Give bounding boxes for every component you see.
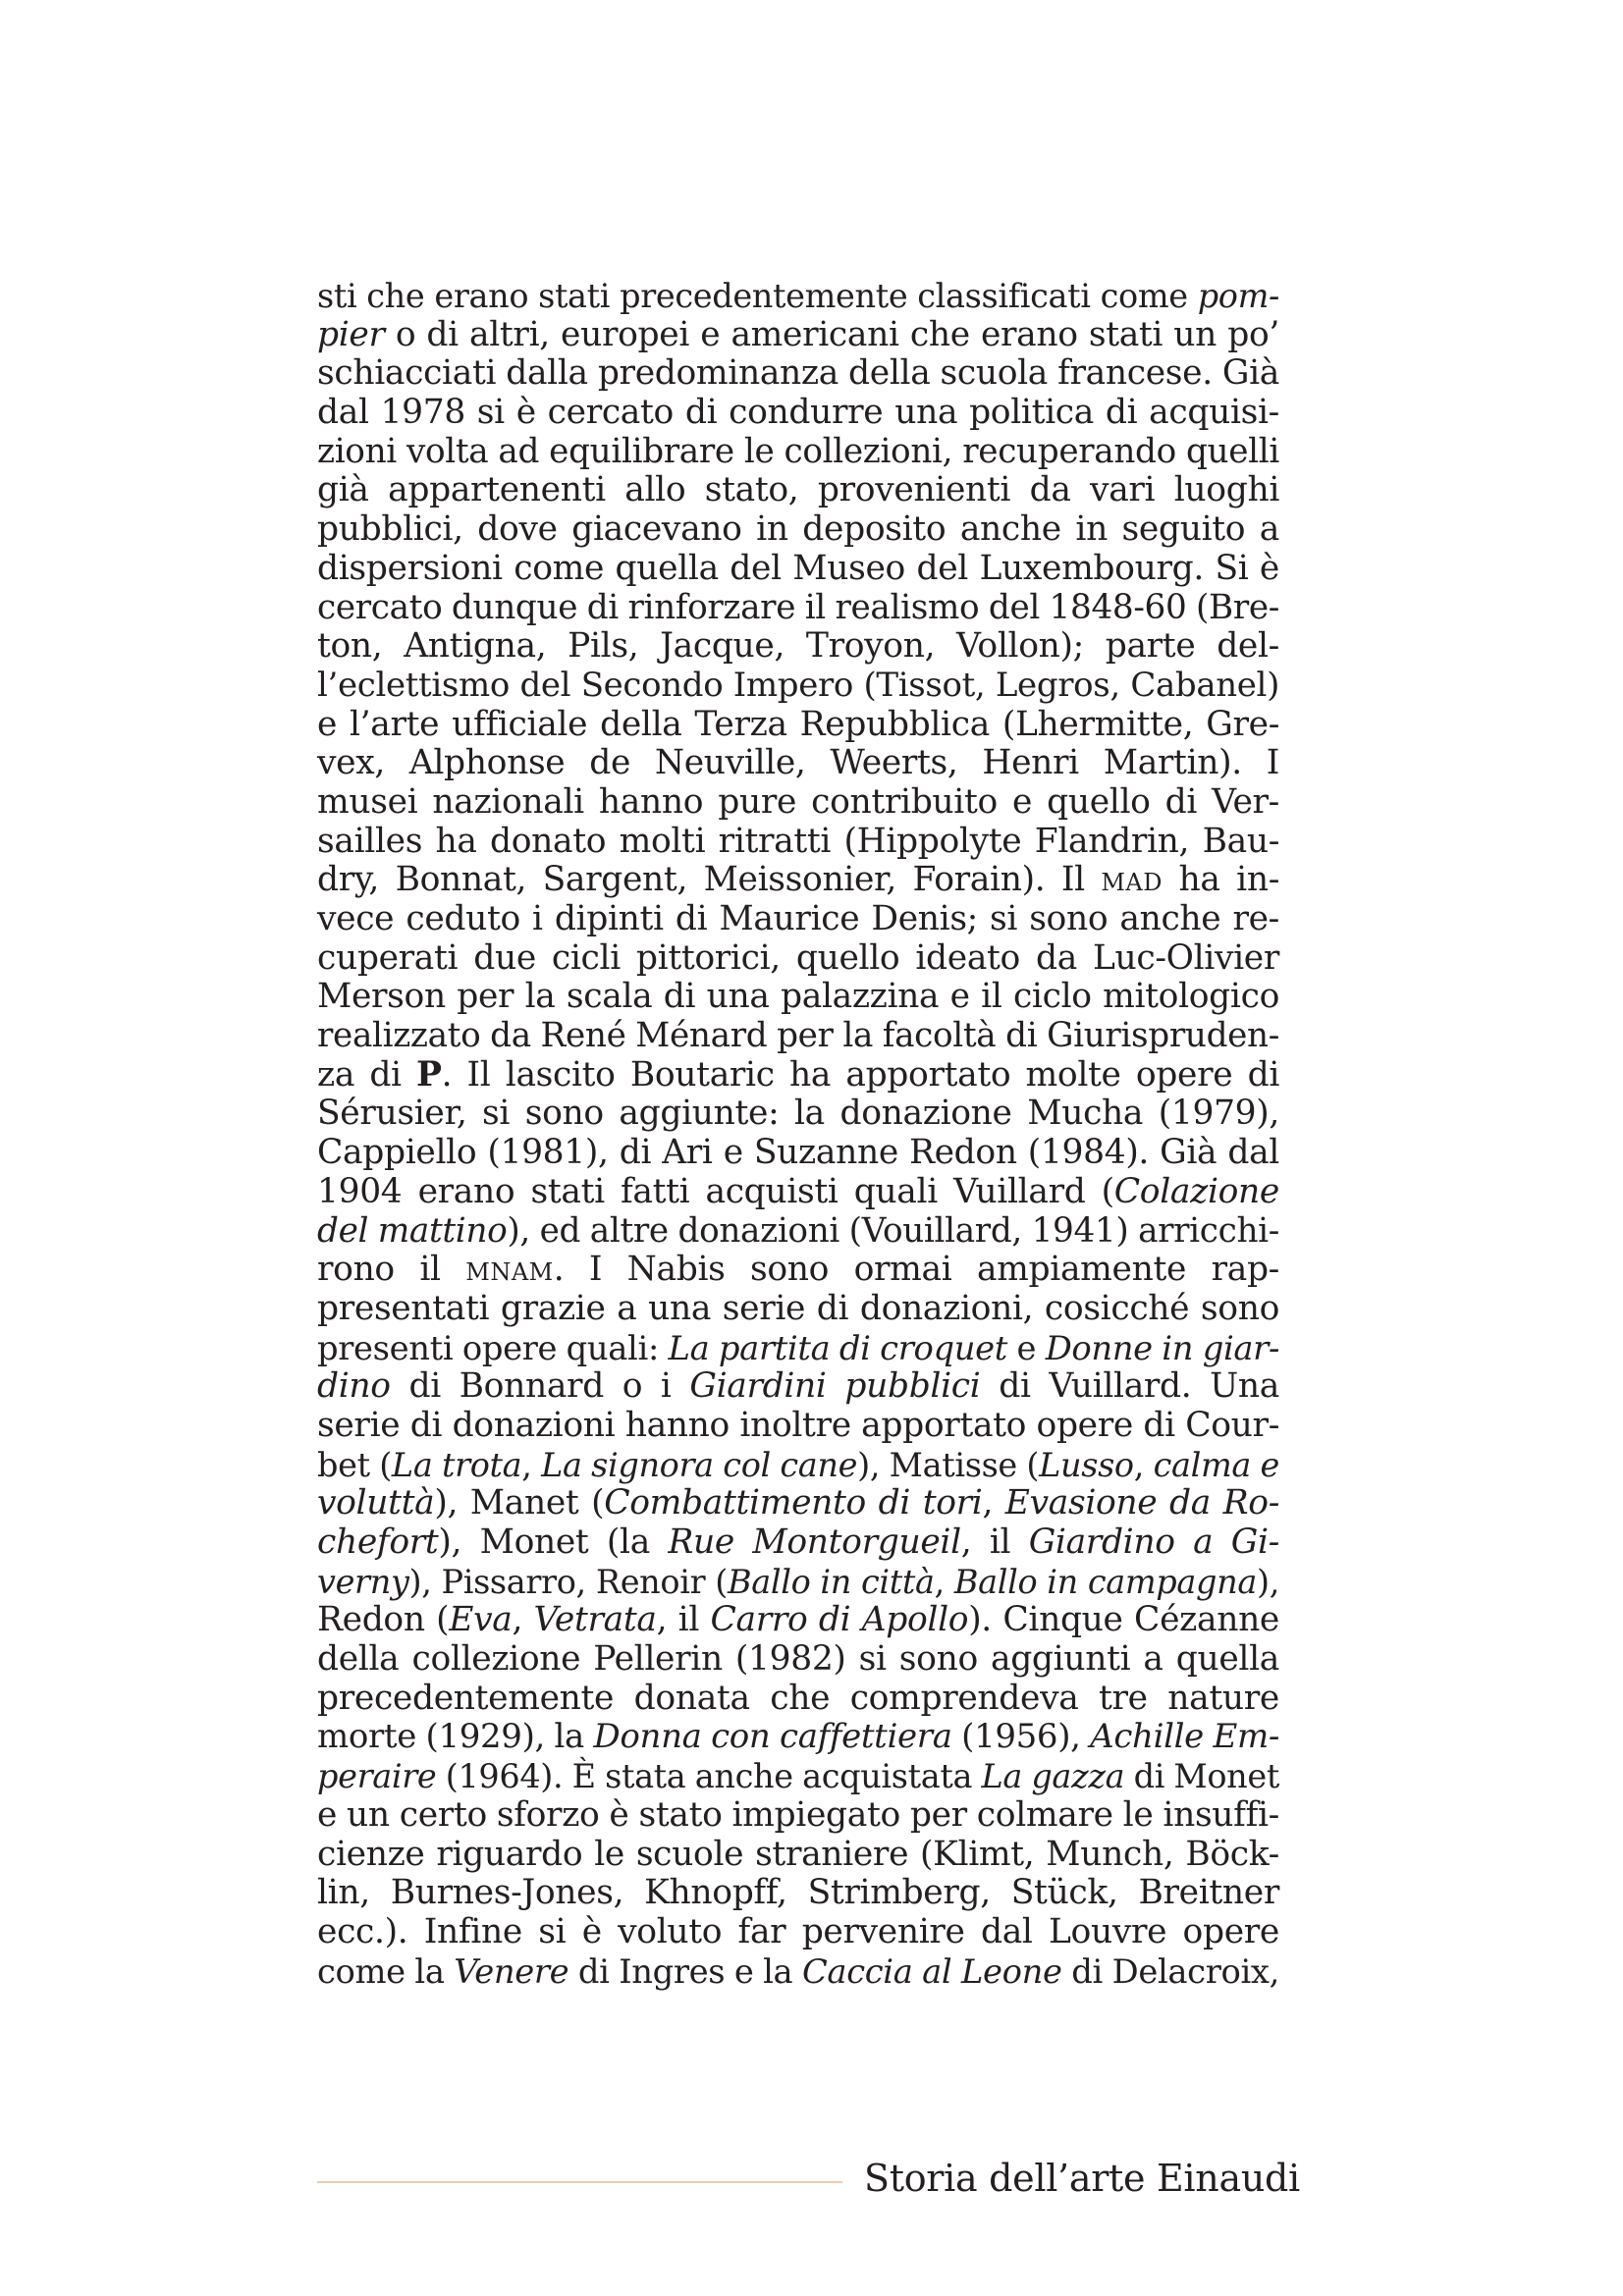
acronym: mad xyxy=(1101,860,1163,900)
text-segment: precedentemente donata che comprendeva tre nature xyxy=(317,1678,1279,1718)
text-segment: cienze riguardo le scuole straniere (Klimt, Munch, Böck- xyxy=(317,1834,1279,1874)
text-segment: musei nazionali hanno pure contribuito e quello di Ver- xyxy=(317,781,1279,822)
text-segment: di Monet xyxy=(1124,1757,1279,1796)
text-segment: ), Manet ( xyxy=(434,1483,605,1523)
text-line xyxy=(317,1173,1279,1212)
text-line xyxy=(317,354,1279,394)
italic-title: Achille Em- xyxy=(1090,1717,1279,1757)
text-segment: za di xyxy=(317,1054,417,1095)
text-line xyxy=(317,627,1279,667)
text-line xyxy=(317,471,1279,510)
italic-title: Venere xyxy=(454,1951,569,1991)
italic-title: del mattino xyxy=(317,1210,508,1251)
text-segment: lin, Burnes-Jones, Khnopff, Strimberg, Stück, Breitner xyxy=(317,1873,1279,1913)
text-line xyxy=(317,1523,1279,1563)
italic-title: Giardini pubblici xyxy=(689,1366,981,1407)
body-text xyxy=(317,277,1279,1991)
text-line xyxy=(317,1796,1279,1836)
text-segment: come la xyxy=(317,1951,455,1991)
text-line xyxy=(317,1836,1279,1875)
text-segment: già appartenenti allo stato, provenienti da vari luoghi xyxy=(317,470,1279,510)
text-segment: rono il xyxy=(317,1250,466,1290)
text-segment: , il xyxy=(656,1600,711,1640)
italic-title: verny xyxy=(317,1562,409,1601)
text-segment: ton, Antigna, Pils, Jacque, Troyon, Vollon); parte del- xyxy=(317,626,1279,667)
italic-title: Giardino a Gi- xyxy=(1028,1522,1279,1562)
text-line xyxy=(317,823,1279,862)
text-segment: l’eclettismo del Secondo Impero (Tissot, Legros, Cabanel) xyxy=(317,665,1279,705)
text-line xyxy=(317,900,1279,939)
italic-title: pom- xyxy=(1197,277,1279,315)
text-line xyxy=(317,1367,1279,1407)
text-line xyxy=(317,861,1279,900)
text-segment: e un certo sforzo è stato impiegato per colmare le insuffi- xyxy=(317,1794,1279,1835)
text-segment: ecc.). Infine si è voluto far pervenire dal Louvre opere xyxy=(317,1911,1279,1951)
italic-title: dino xyxy=(317,1366,391,1407)
text-line xyxy=(317,1251,1279,1290)
text-segment: ), ed altre donazioni (Vouillard, 1941) arricchi- xyxy=(507,1210,1279,1251)
text-segment: dispersioni come quella del Museo del Luxembourg. Si è xyxy=(317,548,1279,588)
text-line xyxy=(317,978,1279,1017)
text-line xyxy=(317,1446,1279,1485)
italic-title: pier xyxy=(317,314,385,354)
text-line xyxy=(317,550,1279,589)
italic-title: Eva xyxy=(449,1600,513,1640)
text-line xyxy=(317,1134,1279,1173)
text-segment: 1904 erano stati fatti acquisti quali Vuillard ( xyxy=(317,1171,1114,1211)
text-line xyxy=(317,1212,1279,1252)
text-line xyxy=(317,744,1279,783)
text-segment: e l’arte ufficiale della Terza Repubblica (Lhermitte, Gre- xyxy=(317,704,1279,744)
text-segment: serie di donazioni hanno inoltre apportato opere di Cour- xyxy=(317,1405,1279,1445)
footer-title: Storia dell’arte Einaudi xyxy=(864,2157,1300,2200)
text-segment: di Vuillard. Una xyxy=(980,1366,1279,1407)
text-segment: bet ( xyxy=(317,1445,392,1484)
text-segment: schiacciati dalla predominanza della scuola francese. Già xyxy=(317,353,1279,394)
text-segment: di Bonnard o i xyxy=(390,1366,690,1407)
text-segment: e xyxy=(1006,1328,1046,1367)
italic-title: Lusso xyxy=(1039,1445,1134,1484)
text-line xyxy=(317,1757,1279,1796)
text-segment: morte (1929), la xyxy=(317,1717,594,1757)
text-line xyxy=(317,510,1279,550)
text-segment: vece ceduto i dipinti di Maurice Denis; si sono anche re- xyxy=(317,899,1279,938)
text-segment: pubblici, dove giacevano in deposito anche in seguito a xyxy=(317,509,1279,550)
text-segment: ), Monet (la xyxy=(438,1522,669,1562)
text-line xyxy=(317,1484,1279,1523)
text-line xyxy=(317,706,1279,745)
italic-title: Donna con caffettiera xyxy=(593,1717,952,1757)
italic-title: peraire xyxy=(317,1757,437,1796)
text-segment: ). Cinque Cézanne xyxy=(968,1600,1280,1640)
italic-title: Vetrata xyxy=(533,1600,657,1640)
text-segment: (1964). È stata anche acquistata xyxy=(436,1757,982,1796)
italic-title: La partita di croquet xyxy=(668,1328,1007,1367)
text-segment: , xyxy=(982,1483,1005,1523)
text-line xyxy=(317,939,1279,979)
italic-title: Combattimento di tori xyxy=(604,1483,983,1523)
italic-title: calma e xyxy=(1153,1445,1279,1484)
text-segment: cuperati due cicli pittorici, quello ideato da Luc-Olivier xyxy=(317,937,1279,978)
text-segment: ), Matisse ( xyxy=(857,1445,1040,1484)
text-segment: , il xyxy=(960,1522,1029,1562)
text-segment: o di altri, europei e americani che erano stati un po’ xyxy=(384,314,1279,354)
text-line xyxy=(317,1640,1279,1680)
text-line xyxy=(317,667,1279,706)
text-line xyxy=(317,1718,1279,1757)
text-segment: presenti opere quali: xyxy=(317,1328,669,1367)
text-segment: P xyxy=(416,1054,442,1095)
text-segment: . I Nabis sono ormai ampiamente rap- xyxy=(553,1250,1279,1290)
text-segment: , xyxy=(1133,1445,1154,1484)
italic-title: Evasione da Ro- xyxy=(1004,1483,1280,1523)
text-line xyxy=(317,783,1279,823)
italic-title: Ballo in campagna xyxy=(953,1562,1257,1601)
text-line xyxy=(317,1563,1279,1602)
italic-title: voluttà xyxy=(317,1483,435,1523)
text-segment: Sérusier, si sono aggiunte: la donazione Mucha (1979), xyxy=(317,1094,1279,1134)
text-segment: Merson per la scala di una palazzina e il ciclo mitologico xyxy=(317,977,1279,1017)
text-segment: vex, Alphonse de Neuville, Weerts, Henri Martin). I xyxy=(317,743,1279,783)
text-segment: sti che erano stati precedentemente classificati come xyxy=(317,277,1198,315)
text-segment: realizzato da René Ménard per la facoltà di Giurispruden- xyxy=(317,1016,1279,1056)
italic-title: La gazza xyxy=(981,1757,1125,1796)
text-segment: sailles ha donato molti ritratti (Hippolyte Flandrin, Bau- xyxy=(317,821,1279,861)
italic-title: La signora col cane xyxy=(541,1445,858,1484)
italic-title: Ballo in città xyxy=(727,1562,935,1601)
text-segment: di Delacroix, xyxy=(1061,1951,1279,1991)
italic-title: Rue Montorgueil xyxy=(668,1522,961,1562)
text-line xyxy=(317,1095,1279,1134)
text-segment: Redon ( xyxy=(317,1600,450,1640)
text-segment: presentati grazie a una serie di donazioni, cosicché sono xyxy=(317,1288,1279,1328)
text-line xyxy=(317,394,1279,433)
text-line xyxy=(317,1017,1279,1056)
text-line xyxy=(317,1290,1279,1329)
text-segment: cercato dunque di rinforzare il realismo del 1848-60 (Bre- xyxy=(317,587,1279,627)
text-segment: ), Pissarro, Renoir ( xyxy=(408,1562,728,1601)
text-segment: , xyxy=(521,1445,542,1484)
acronym: mnam xyxy=(465,1250,554,1290)
italic-title: Donne in giar- xyxy=(1045,1328,1279,1367)
text-segment: (1956), xyxy=(951,1717,1091,1757)
text-line xyxy=(317,1056,1279,1095)
text-segment: ), xyxy=(1256,1562,1279,1601)
text-line xyxy=(317,1680,1279,1719)
text-segment: dal 1978 si è cercato di condurre una politica di acquisi- xyxy=(317,393,1279,433)
text-line xyxy=(317,1329,1279,1368)
text-segment: Cappiello (1981), di Ari e Suzanne Redon (1984). Già dal xyxy=(317,1133,1279,1173)
text-line xyxy=(317,1952,1279,1992)
text-segment: ha in- xyxy=(1163,860,1279,900)
text-line xyxy=(317,1407,1279,1446)
text-segment: , xyxy=(512,1600,534,1640)
text-line xyxy=(317,316,1279,355)
text-line xyxy=(317,433,1279,472)
text-line xyxy=(317,1601,1279,1640)
footer-rule xyxy=(317,2181,842,2183)
text-line xyxy=(317,589,1279,628)
italic-title: Carro di Apollo xyxy=(710,1600,969,1640)
text-segment: dry, Bonnat, Sargent, Meissonier, Forain). Il xyxy=(317,860,1102,900)
text-segment: di Ingres e la xyxy=(568,1951,802,1991)
italic-title: chefort xyxy=(317,1522,439,1562)
italic-title: Colazione xyxy=(1113,1171,1279,1211)
text-line xyxy=(317,1913,1279,1952)
text-line xyxy=(317,277,1279,316)
text-segment: della collezione Pellerin (1982) si sono aggiunti a quella xyxy=(317,1639,1279,1680)
text-segment: . Il lascito Boutaric ha apportato molte opere di xyxy=(441,1054,1280,1095)
text-line xyxy=(317,1874,1279,1913)
italic-title: Caccia al Leone xyxy=(801,1951,1062,1991)
text-segment: , xyxy=(934,1562,954,1601)
text-segment: zioni volta ad equilibrare le collezioni, recuperando quelli xyxy=(317,431,1279,471)
italic-title: La trota xyxy=(391,1445,522,1484)
